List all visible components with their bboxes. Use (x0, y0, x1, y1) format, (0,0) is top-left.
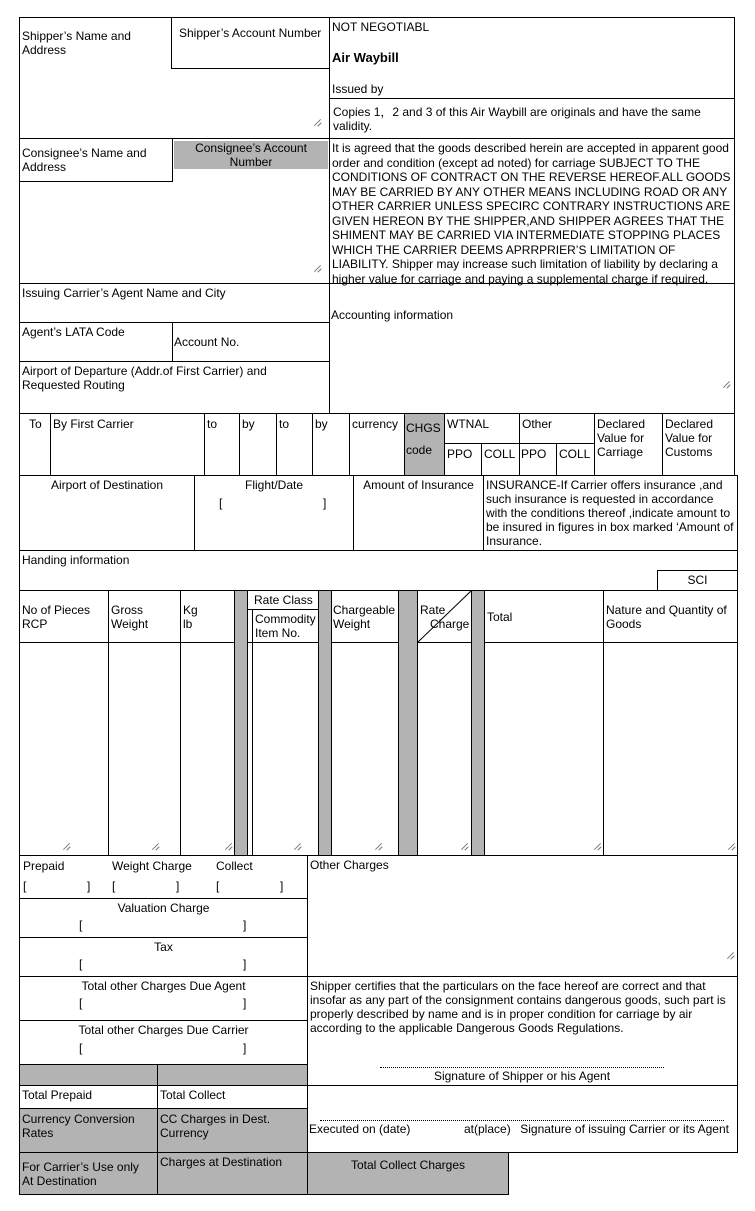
rate-class-label: Rate Class (254, 593, 313, 607)
code-label: code (406, 443, 433, 457)
bracket-open: [ (79, 957, 83, 971)
cc-charges-label: CC Charges in Dest. Currency (160, 1112, 271, 1140)
commodity-label: Commodity Item No. (255, 612, 316, 640)
bracket-close: ] (243, 918, 247, 932)
other-carrier-label: Total other Charges Due Carrier (78, 1023, 249, 1037)
shipper-name-label: Shipper’s Name and Address (22, 29, 131, 57)
rate-class-inner-line (252, 609, 253, 856)
bracket-close: ] (176, 879, 180, 893)
copies-note: Copies 1，2 and 3 of this Air Waybill are originals and have the same validity. (333, 105, 701, 133)
nature-qty-label: Nature and Quantity of Goods (606, 603, 727, 631)
shipper-signature-line (380, 1067, 664, 1068)
coll1-label: COLL (484, 447, 516, 461)
execution-signature-line (320, 1120, 724, 1121)
not-negotiable-label: NOT NEGOTIABL (332, 20, 430, 34)
to2-label: to (207, 417, 218, 431)
account-no-label: Account No. (174, 335, 240, 349)
gray-divider-1 (234, 590, 248, 856)
executed-on-label: Executed on (date) (309, 1122, 411, 1136)
handling-label: Handing information (22, 553, 130, 567)
issued-by-label: Issued by (332, 82, 384, 96)
flight-date-label: Flight/Date (244, 478, 304, 492)
bracket-close: ] (243, 1041, 247, 1055)
amount-insurance-label: Amount of Insurance (363, 478, 474, 492)
resize-grip-icon[interactable] (293, 842, 301, 850)
bracket-open: [ (112, 879, 116, 893)
issuing-agent-label: Issuing Carrier’s Agent Name and City (22, 286, 226, 300)
bracket-close: ] (243, 996, 247, 1010)
kg-label: Kg (183, 603, 198, 617)
gray-divider-2 (318, 590, 332, 856)
resize-grip-icon[interactable] (722, 380, 730, 388)
shipper-account-box[interactable] (171, 17, 330, 69)
consignee-account-label: Consignee’s Account Number (195, 141, 307, 169)
terms-text: It is agreed that the goods described herein are accepted in apparent good order and condition (except ad noted) for carriage SUBJECT TO THE CONDITIONS OF CONTRACT ON THE REVERSE HEREOF.ALL GOODS MAY BE CARRIED BY ANY OTHER MEANS INCLUDING ROAD OR ANY OTHER CARRIER UNLESS SPECIRC CONTRARY INSTRUCTIONS ARE GIVEN HEREON BY THE SHIPPER,AND SHIPPER AGREES THAT THE SHIMENT MAY BE CARRIED VIA INTERMEDIATE STOPPING PLACES WHICH THE CARRIER DEEMS APRRPRIER’S LIMITATION OF LIABILITY. Shipper may increase such limitation of liability by declaring a higher value for carriage and paying a supplemental charge if required. (332, 141, 731, 286)
departure-label: Airport of Departure (Addr.of First Carrier) and Requested Routing (22, 364, 267, 392)
sci-label: SCI (687, 573, 708, 587)
gray-divider-4 (471, 590, 485, 856)
flight-bracket-close: ] (323, 496, 327, 510)
total-label: Total (487, 610, 513, 624)
air-waybill-title: Air Waybill (332, 50, 399, 65)
resize-grip-icon[interactable] (313, 264, 321, 272)
insurance-text: INSURANCE-If Carrier offers insurance ,and such insurance is requested in accordance with the conditions thereof ,indicate amount to be insured in figures in box marked ‘Amount of Insurance. (486, 478, 734, 548)
at-place-label: at(place) (464, 1122, 511, 1136)
gray-spacer-divider (157, 1064, 158, 1086)
prepaid-label: Prepaid (23, 859, 65, 873)
accounting-box[interactable] (329, 283, 735, 414)
shipper-signature-label: Signature of Shipper or his Agent (433, 1069, 611, 1083)
collect-label: Collect (216, 859, 253, 873)
by2-label: by (242, 417, 255, 431)
other-agent-label: Total other Charges Due Agent (81, 979, 246, 993)
ppd2-label: PPO (521, 447, 547, 461)
currency-label: currency (352, 417, 399, 431)
resize-grip-icon[interactable] (460, 842, 468, 850)
declared-carriage-label: Declared Value for Carriage (597, 417, 646, 459)
other-label: Other (522, 417, 553, 431)
chargeable-weight-label: Chargeable Weight (333, 603, 396, 631)
tax-label: Tax (154, 940, 173, 954)
charges-dest-label: Charges at Destination (160, 1155, 283, 1169)
flight-bracket-open: [ (219, 496, 223, 510)
coll2-label: COLL (559, 447, 591, 461)
resize-grip-icon[interactable] (224, 842, 232, 850)
lb-label: lb (183, 617, 193, 631)
resize-grip-icon[interactable] (374, 842, 382, 850)
accounting-label: Accounting information (331, 308, 454, 322)
airport-destination-label: Airport of Destination (50, 478, 164, 492)
resize-grip-icon[interactable] (151, 842, 159, 850)
carrier-signature-label: Signature of issuing Carrier or its Agent (520, 1122, 729, 1136)
total-column[interactable] (484, 590, 604, 856)
weight-charge-label: Weight Charge (112, 859, 192, 873)
pieces-label: No of Pieces RCP (22, 603, 91, 631)
agent-iata-label: Agent’s LATA Code (22, 325, 125, 339)
carrier-use-label: For Carrier’s Use only At Destination (22, 1160, 139, 1188)
by3-label: by (315, 417, 328, 431)
shipper-account-label: Shipper’s Account Number (179, 26, 322, 40)
gray-spacer-row (19, 1064, 308, 1086)
valuation-label: Valuation Charge (117, 901, 210, 915)
charge-label: Charge (430, 617, 470, 631)
consignee-name-label: Consignee’s Name and Address (22, 146, 147, 174)
chgs-label: CHGS (406, 421, 441, 435)
bracket-open: [ (79, 1041, 83, 1055)
total-collect-charges-label: Total Collect Charges (350, 1158, 466, 1172)
to3-label: to (279, 417, 290, 431)
other-charges-box[interactable] (307, 855, 738, 977)
bracket-open: [ (79, 918, 83, 932)
bracket-open: [ (23, 879, 27, 893)
resize-grip-icon[interactable] (62, 842, 70, 850)
bracket-close: ] (280, 879, 284, 893)
resize-grip-icon[interactable] (727, 842, 735, 850)
total-prepaid-label: Total Prepaid (22, 1088, 93, 1102)
bracket-open: [ (79, 996, 83, 1010)
resize-grip-icon[interactable] (726, 951, 734, 959)
wtval-label: WTNAL (447, 417, 489, 431)
certification-text: Shipper certifies that the particulars on the face hereof are correct and that insofar as any part of the consignment contains dangerous goods, such part is properly described by name and is in proper condition for carriage by air according to the applicable Dangerous Goods Regulations. (310, 979, 726, 1035)
ppd1-label: PPO (447, 447, 473, 461)
to-label: To (29, 417, 42, 431)
execution-box[interactable] (307, 1085, 738, 1153)
gray-divider-3 (398, 590, 418, 856)
rate-label: Rate (420, 603, 446, 617)
total-collect-label: Total Collect (160, 1088, 226, 1102)
currency-rates-label: Currency Conversion Rates (22, 1112, 135, 1140)
bracket-close: ] (243, 957, 247, 971)
bracket-close: ] (87, 879, 91, 893)
other-charges-label: Other Charges (310, 858, 389, 872)
gross-weight-label: Gross Weight (111, 603, 149, 631)
resize-grip-icon[interactable] (593, 842, 601, 850)
declared-customs-label: Declared Value for Customs (665, 417, 714, 459)
resize-grip-icon[interactable] (313, 118, 321, 126)
first-carrier-label: By First Carrier (53, 417, 134, 431)
bracket-open: [ (216, 879, 220, 893)
